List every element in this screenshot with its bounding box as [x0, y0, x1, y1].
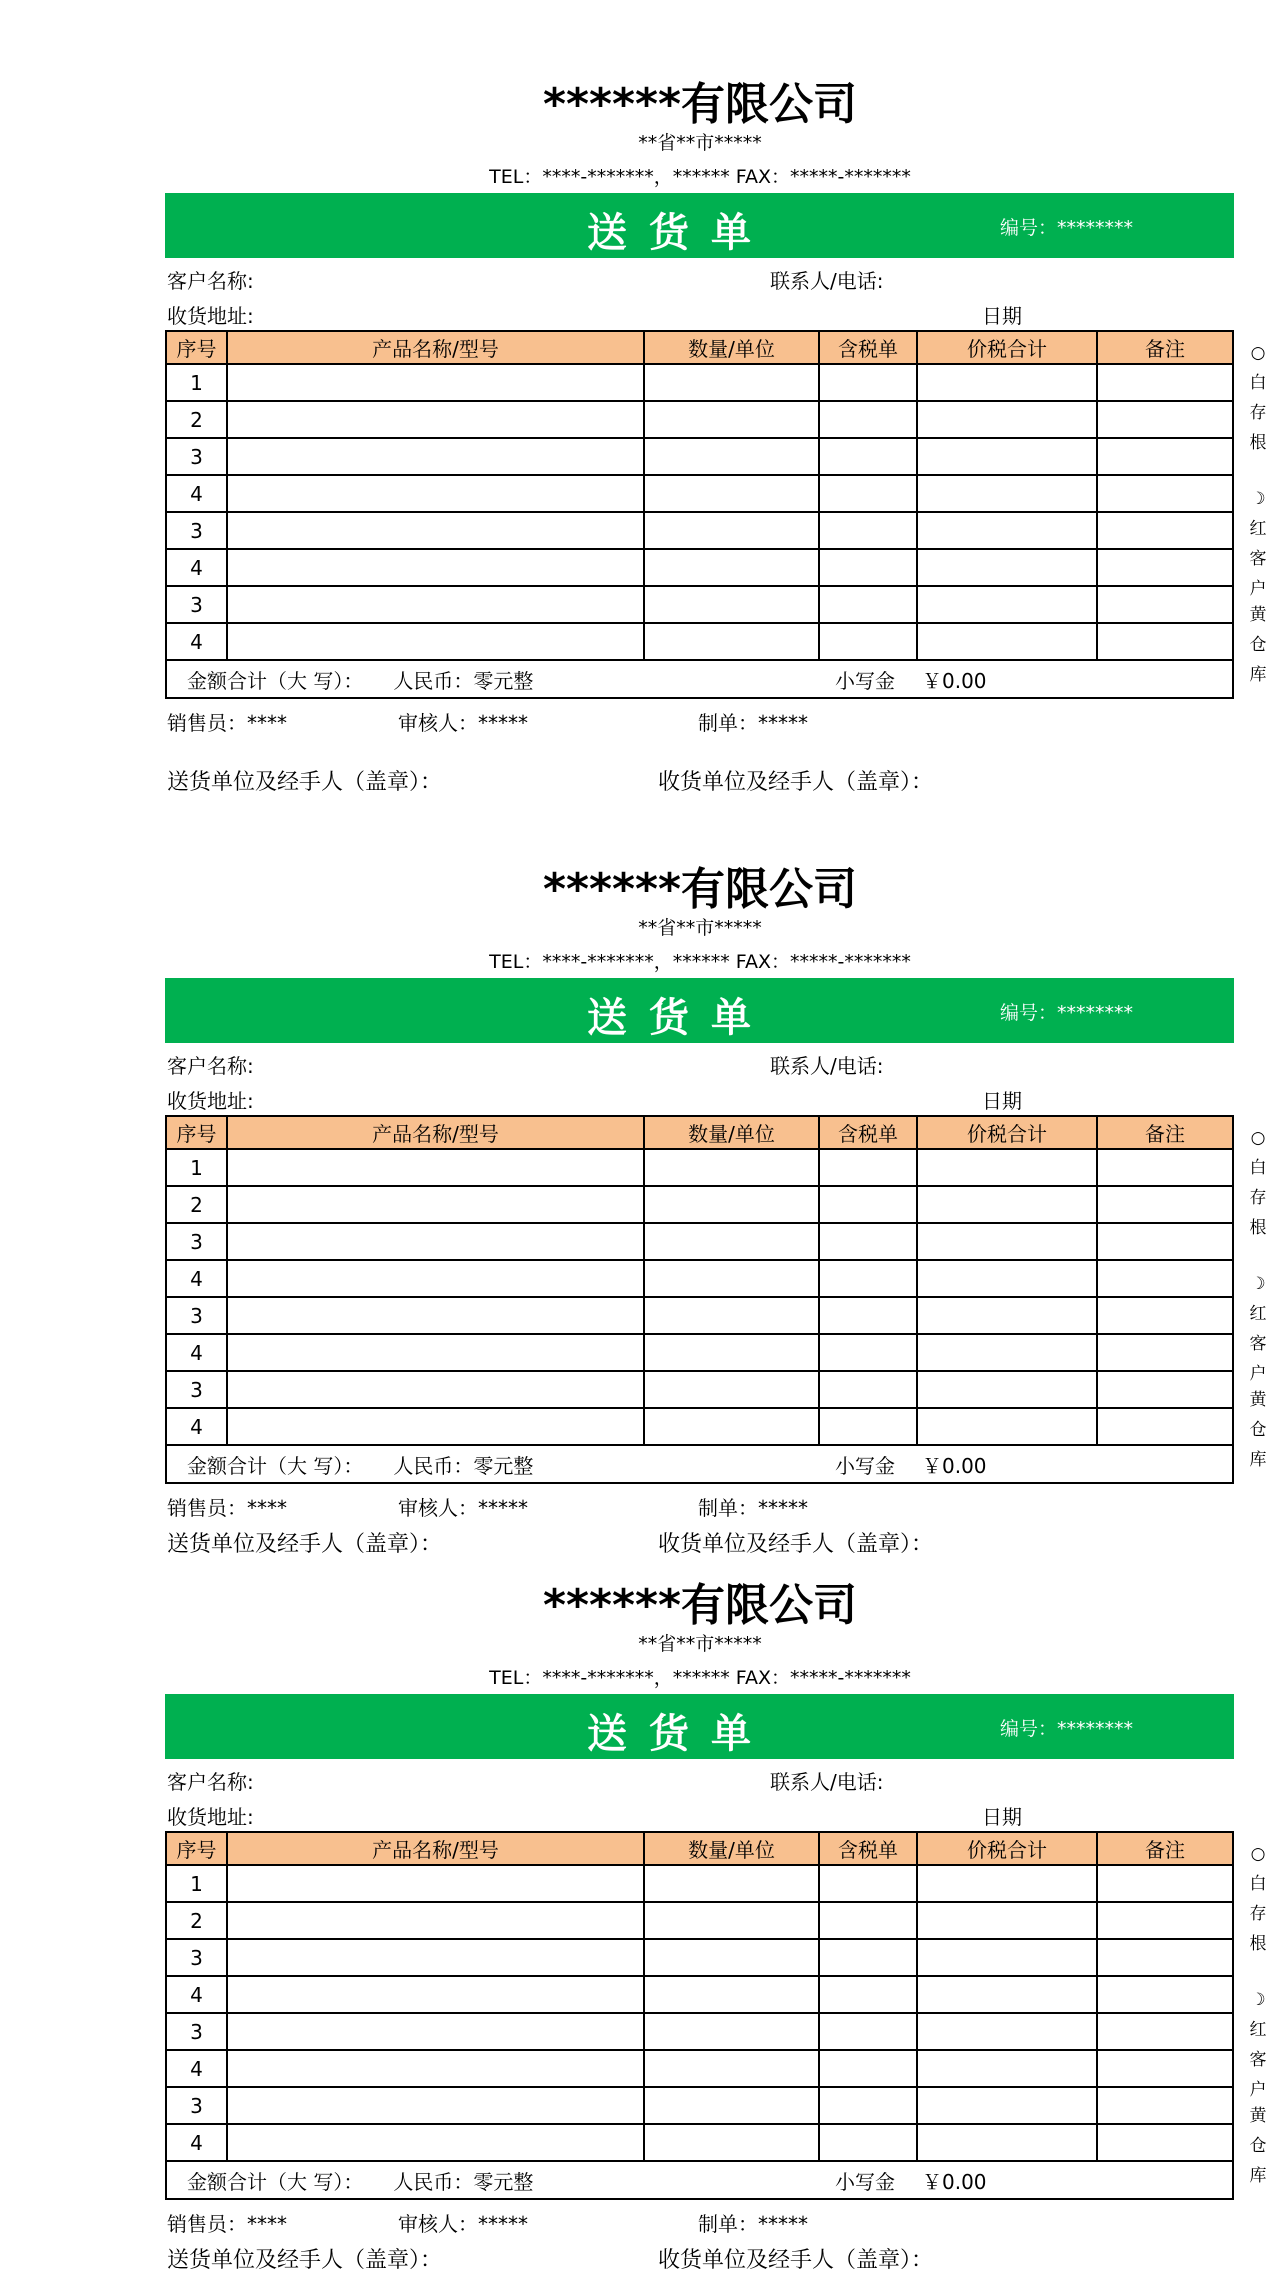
row-number: 4	[166, 1334, 227, 1371]
table-cell[interactable]	[819, 1334, 917, 1371]
column-header: 数量/单位	[644, 1832, 819, 1865]
table-cell[interactable]	[644, 623, 819, 660]
table-cell[interactable]	[819, 2013, 917, 2050]
reviewer: 审核人：*****	[398, 2212, 528, 2236]
receiver-signature: 收货单位及经手人（盖章）：	[658, 1532, 934, 1557]
table-cell[interactable]	[227, 1902, 644, 1939]
table-cell[interactable]	[644, 1976, 819, 2013]
table-cell[interactable]	[917, 2050, 1097, 2087]
row-number: 3	[166, 2087, 227, 2124]
column-header: 产品名称/型号	[227, 1116, 644, 1149]
seller: 销售员：****	[167, 2212, 287, 2236]
row-number: 3	[166, 1297, 227, 1334]
table-cell[interactable]	[917, 1939, 1097, 1976]
table-row	[166, 586, 1233, 623]
table-cell[interactable]	[644, 1186, 819, 1223]
copy-label-text: ☽红客户	[1249, 489, 1267, 599]
table-cell[interactable]	[917, 364, 1097, 401]
column-header: 含税单	[819, 1832, 917, 1865]
company-name: ******有限公司	[542, 79, 858, 130]
copy-label-text: ☽红客户	[1249, 1990, 1267, 2100]
table-cell[interactable]	[819, 1408, 917, 1445]
table-row	[166, 401, 1233, 438]
customer-name-label: 客户名称:	[167, 269, 254, 293]
column-header: 含税单	[819, 1116, 917, 1149]
table-cell[interactable]	[917, 1408, 1097, 1445]
table-cell[interactable]	[917, 2087, 1097, 2124]
table-cell[interactable]	[917, 623, 1097, 660]
table-cell[interactable]	[917, 475, 1097, 512]
copy-label-text: 黄仓库	[1249, 2106, 1267, 2186]
table-cell[interactable]	[819, 1186, 917, 1223]
total-lower-label: 小写金	[835, 2169, 895, 2194]
company-name: ******有限公司	[542, 1580, 858, 1631]
table-cell[interactable]	[917, 1371, 1097, 1408]
copy-label-text: ○白存根	[1249, 343, 1267, 453]
table-cell[interactable]	[917, 1260, 1097, 1297]
table-cell[interactable]	[227, 1371, 644, 1408]
sender-signature: 送货单位及经手人（盖章）：	[167, 770, 443, 795]
total-upper: 人民币：零元整	[393, 2169, 534, 2194]
table-cell[interactable]	[227, 1260, 644, 1297]
table-row	[166, 2013, 1233, 2050]
copy-label-text: ☽红客户	[1249, 1274, 1267, 1384]
delivery-address-label: 收货地址:	[167, 1805, 254, 1829]
maker: 制单：*****	[698, 1496, 808, 1520]
table-cell[interactable]	[1097, 1334, 1233, 1371]
column-header: 价税合计	[917, 1116, 1097, 1149]
table-row	[166, 1334, 1233, 1371]
table-row	[166, 1939, 1233, 1976]
table-cell[interactable]	[227, 2124, 644, 2161]
table-row	[166, 2050, 1233, 2087]
total-label: 金额合计（大 写）：	[187, 668, 364, 693]
table-cell[interactable]	[1097, 1902, 1233, 1939]
row-number: 3	[166, 2013, 227, 2050]
total-row	[166, 2161, 1233, 2199]
table-cell[interactable]	[917, 401, 1097, 438]
table-cell[interactable]	[819, 1865, 917, 1902]
contact-person-label: 联系人/电话:	[770, 1770, 884, 1794]
copy-red-label	[1248, 484, 1268, 604]
seller: 销售员：****	[167, 711, 287, 735]
copy-red-label	[1248, 1269, 1268, 1389]
date-label: 日期	[982, 1089, 1022, 1113]
table-cell[interactable]	[1097, 401, 1233, 438]
title-bar	[165, 193, 1234, 258]
delivery-address-label: 收货地址:	[167, 1089, 254, 1113]
row-number: 4	[166, 2124, 227, 2161]
table-cell[interactable]	[644, 1260, 819, 1297]
company-contact: TEL：****-*******，****** FAX：*****-*******	[489, 1667, 911, 1689]
table-cell[interactable]	[917, 1334, 1097, 1371]
table-cell[interactable]	[819, 512, 917, 549]
table-cell[interactable]	[1097, 512, 1233, 549]
row-number: 2	[166, 1186, 227, 1223]
table-cell[interactable]	[227, 364, 644, 401]
table-cell[interactable]	[819, 475, 917, 512]
document-title: 送货单	[587, 1711, 773, 1757]
table-cell[interactable]	[644, 1902, 819, 1939]
table-cell[interactable]	[227, 1186, 644, 1223]
reviewer: 审核人：*****	[398, 711, 528, 735]
column-header: 备注	[1097, 1832, 1233, 1865]
table-cell[interactable]	[819, 1902, 917, 1939]
table-cell[interactable]	[227, 401, 644, 438]
table-cell[interactable]	[227, 1297, 644, 1334]
table-cell[interactable]	[1097, 438, 1233, 475]
table-cell[interactable]	[819, 1976, 917, 2013]
copy-yellow-label	[1248, 2101, 1268, 2191]
maker: 制单：*****	[698, 711, 808, 735]
title-bar	[165, 1694, 1234, 1759]
table-cell[interactable]	[644, 549, 819, 586]
table-cell[interactable]	[644, 1371, 819, 1408]
row-number: 1	[166, 1865, 227, 1902]
table-row	[166, 1223, 1233, 1260]
table-row	[166, 1408, 1233, 1445]
column-header: 产品名称/型号	[227, 1832, 644, 1865]
total-upper: 人民币：零元整	[393, 668, 534, 693]
column-header: 数量/单位	[644, 331, 819, 364]
table-row	[166, 1865, 1233, 1902]
row-number: 2	[166, 401, 227, 438]
row-number: 3	[166, 512, 227, 549]
row-number: 3	[166, 1371, 227, 1408]
table-cell[interactable]	[227, 475, 644, 512]
copy-yellow-label	[1248, 600, 1268, 690]
table-cell[interactable]	[917, 1149, 1097, 1186]
table-cell[interactable]	[644, 1149, 819, 1186]
total-lower: ￥0.00	[922, 1453, 987, 1478]
total-row	[166, 1445, 1233, 1483]
table-cell[interactable]	[819, 438, 917, 475]
customer-name-label: 客户名称:	[167, 1770, 254, 1794]
copy-red-label	[1248, 1985, 1268, 2105]
table-cell[interactable]	[1097, 1297, 1233, 1334]
table-cell[interactable]	[917, 438, 1097, 475]
sender-signature: 送货单位及经手人（盖章）：	[167, 1532, 443, 1557]
table-cell[interactable]	[227, 1408, 644, 1445]
table-cell[interactable]	[644, 2124, 819, 2161]
table-cell[interactable]	[819, 1223, 917, 1260]
table-cell[interactable]	[227, 438, 644, 475]
table-cell[interactable]	[1097, 475, 1233, 512]
table-cell[interactable]	[227, 1865, 644, 1902]
table-cell[interactable]	[1097, 1371, 1233, 1408]
maker: 制单：*****	[698, 2212, 808, 2236]
table-row	[166, 1260, 1233, 1297]
copy-yellow-label	[1248, 1385, 1268, 1475]
table-cell[interactable]	[644, 438, 819, 475]
table-cell[interactable]	[819, 2050, 917, 2087]
table-cell[interactable]	[917, 512, 1097, 549]
receiver-signature: 收货单位及经手人（盖章）：	[658, 2248, 934, 2273]
row-number: 1	[166, 1149, 227, 1186]
table-cell[interactable]	[644, 586, 819, 623]
copy-white-label	[1248, 338, 1268, 458]
table-row	[166, 1371, 1233, 1408]
table-cell[interactable]	[819, 364, 917, 401]
receiver-signature: 收货单位及经手人（盖章）：	[658, 770, 934, 795]
company-address: **省**市*****	[638, 132, 762, 154]
table-cell[interactable]	[644, 1334, 819, 1371]
table-cell[interactable]	[917, 1976, 1097, 2013]
total-lower-label: 小写金	[835, 1453, 895, 1478]
table-cell[interactable]	[644, 1297, 819, 1334]
table-cell[interactable]	[227, 623, 644, 660]
row-number: 4	[166, 2050, 227, 2087]
table-cell[interactable]	[227, 2013, 644, 2050]
table-cell[interactable]	[917, 549, 1097, 586]
table-cell[interactable]	[819, 586, 917, 623]
table-cell[interactable]	[1097, 1865, 1233, 1902]
column-header: 序号	[166, 331, 227, 364]
date-label: 日期	[982, 1805, 1022, 1829]
total-upper: 人民币：零元整	[393, 1453, 534, 1478]
table-cell[interactable]	[1097, 2087, 1233, 2124]
contact-person-label: 联系人/电话:	[770, 269, 884, 293]
total-label: 金额合计（大 写）：	[187, 1453, 364, 1478]
total-label: 金额合计（大 写）：	[187, 2169, 364, 2194]
total-lower: ￥0.00	[922, 668, 987, 693]
table-cell[interactable]	[227, 1939, 644, 1976]
delivery-note	[0, 785, 1280, 1557]
column-header: 序号	[166, 1832, 227, 1865]
table-row	[166, 1149, 1233, 1186]
table-cell[interactable]	[1097, 1976, 1233, 2013]
table-cell[interactable]	[917, 1186, 1097, 1223]
row-number: 4	[166, 1408, 227, 1445]
table-cell[interactable]	[1097, 1260, 1233, 1297]
items-table	[165, 330, 1234, 699]
contact-person-label: 联系人/电话:	[770, 1054, 884, 1078]
table-row	[166, 549, 1233, 586]
table-cell[interactable]	[819, 1297, 917, 1334]
table-cell[interactable]	[819, 623, 917, 660]
row-number: 3	[166, 1939, 227, 1976]
document-number: 编号：********	[1000, 1002, 1134, 1024]
table-cell[interactable]	[227, 1976, 644, 2013]
company-address: **省**市*****	[638, 1633, 762, 1655]
table-cell[interactable]	[1097, 1186, 1233, 1223]
items-table	[165, 1831, 1234, 2200]
copy-label-text: 黄仓库	[1249, 605, 1267, 685]
table-cell[interactable]	[917, 1297, 1097, 1334]
table-cell[interactable]	[644, 2050, 819, 2087]
table-cell[interactable]	[1097, 1939, 1233, 1976]
row-number: 4	[166, 475, 227, 512]
row-number: 4	[166, 1976, 227, 2013]
items-table	[165, 1115, 1234, 1484]
column-header: 数量/单位	[644, 1116, 819, 1149]
table-cell[interactable]	[1097, 623, 1233, 660]
document-number: 编号：********	[1000, 217, 1134, 239]
row-number: 3	[166, 586, 227, 623]
table-cell[interactable]	[1097, 2013, 1233, 2050]
title-bar	[165, 978, 1234, 1043]
table-cell[interactable]	[917, 586, 1097, 623]
company-contact: TEL：****-*******，****** FAX：*****-*******	[489, 951, 911, 973]
table-row	[166, 1902, 1233, 1939]
table-cell[interactable]	[819, 401, 917, 438]
table-cell[interactable]	[644, 475, 819, 512]
table-cell[interactable]	[227, 2087, 644, 2124]
table-cell[interactable]	[644, 2087, 819, 2124]
row-number: 4	[166, 549, 227, 586]
row-number: 4	[166, 1260, 227, 1297]
table-cell[interactable]	[819, 1149, 917, 1186]
table-cell[interactable]	[819, 1939, 917, 1976]
table-cell[interactable]	[227, 1223, 644, 1260]
sender-signature: 送货单位及经手人（盖章）：	[167, 2248, 443, 2273]
row-number: 2	[166, 1902, 227, 1939]
table-cell[interactable]	[644, 401, 819, 438]
table-cell[interactable]	[1097, 364, 1233, 401]
table-cell[interactable]	[1097, 1149, 1233, 1186]
table-cell[interactable]	[917, 2124, 1097, 2161]
table-row	[166, 364, 1233, 401]
table-cell[interactable]	[819, 1260, 917, 1297]
table-cell[interactable]	[227, 549, 644, 586]
table-cell[interactable]	[917, 1865, 1097, 1902]
row-number: 3	[166, 438, 227, 475]
table-cell[interactable]	[644, 2013, 819, 2050]
table-cell[interactable]	[1097, 1408, 1233, 1445]
customer-name-label: 客户名称:	[167, 1054, 254, 1078]
table-cell[interactable]	[917, 1223, 1097, 1260]
table-row	[166, 1976, 1233, 2013]
table-cell[interactable]	[819, 1371, 917, 1408]
table-row	[166, 1186, 1233, 1223]
table-row	[166, 1297, 1233, 1334]
table-row	[166, 623, 1233, 660]
copy-label-text: ○白存根	[1249, 1844, 1267, 1954]
delivery-note	[0, 0, 1280, 795]
table-cell[interactable]	[819, 2124, 917, 2161]
column-header: 序号	[166, 1116, 227, 1149]
column-header: 备注	[1097, 1116, 1233, 1149]
table-cell[interactable]	[227, 586, 644, 623]
total-lower: ￥0.00	[922, 2169, 987, 2194]
row-number: 3	[166, 1223, 227, 1260]
company-contact: TEL：****-*******，****** FAX：*****-*******	[489, 166, 911, 188]
column-header: 产品名称/型号	[227, 331, 644, 364]
document-title: 送货单	[587, 210, 773, 256]
table-cell[interactable]	[644, 1865, 819, 1902]
table-row	[166, 475, 1233, 512]
table-row	[166, 2087, 1233, 2124]
table-cell[interactable]	[1097, 2124, 1233, 2161]
table-cell[interactable]	[644, 1408, 819, 1445]
company-name: ******有限公司	[542, 864, 858, 915]
date-label: 日期	[982, 304, 1022, 328]
document-title: 送货单	[587, 995, 773, 1041]
table-row	[166, 2124, 1233, 2161]
table-cell[interactable]	[819, 2087, 917, 2124]
company-address: **省**市*****	[638, 917, 762, 939]
copy-label-text: ○白存根	[1249, 1128, 1267, 1238]
total-row	[166, 660, 1233, 698]
table-row	[166, 438, 1233, 475]
table-cell[interactable]	[644, 364, 819, 401]
table-cell[interactable]	[1097, 549, 1233, 586]
table-cell[interactable]	[227, 512, 644, 549]
column-header: 备注	[1097, 331, 1233, 364]
table-cell[interactable]	[644, 512, 819, 549]
reviewer: 审核人：*****	[398, 1496, 528, 1520]
copy-label-text: 黄仓库	[1249, 1390, 1267, 1470]
total-lower-label: 小写金	[835, 668, 895, 693]
table-cell[interactable]	[1097, 2050, 1233, 2087]
seller: 销售员：****	[167, 1496, 287, 1520]
delivery-address-label: 收货地址:	[167, 304, 254, 328]
table-row	[166, 512, 1233, 549]
table-cell[interactable]	[819, 549, 917, 586]
table-cell[interactable]	[1097, 586, 1233, 623]
copy-white-label	[1248, 1123, 1268, 1243]
column-header: 价税合计	[917, 331, 1097, 364]
delivery-note	[0, 1501, 1280, 2273]
document-number: 编号：********	[1000, 1718, 1134, 1740]
table-cell[interactable]	[917, 1902, 1097, 1939]
table-cell[interactable]	[644, 1223, 819, 1260]
table-cell[interactable]	[227, 1334, 644, 1371]
table-cell[interactable]	[644, 1939, 819, 1976]
table-cell[interactable]	[227, 2050, 644, 2087]
table-cell[interactable]	[917, 2013, 1097, 2050]
column-header: 含税单	[819, 331, 917, 364]
table-cell[interactable]	[227, 1149, 644, 1186]
row-number: 4	[166, 623, 227, 660]
row-number: 1	[166, 364, 227, 401]
table-cell[interactable]	[1097, 1223, 1233, 1260]
copy-white-label	[1248, 1839, 1268, 1959]
column-header: 价税合计	[917, 1832, 1097, 1865]
